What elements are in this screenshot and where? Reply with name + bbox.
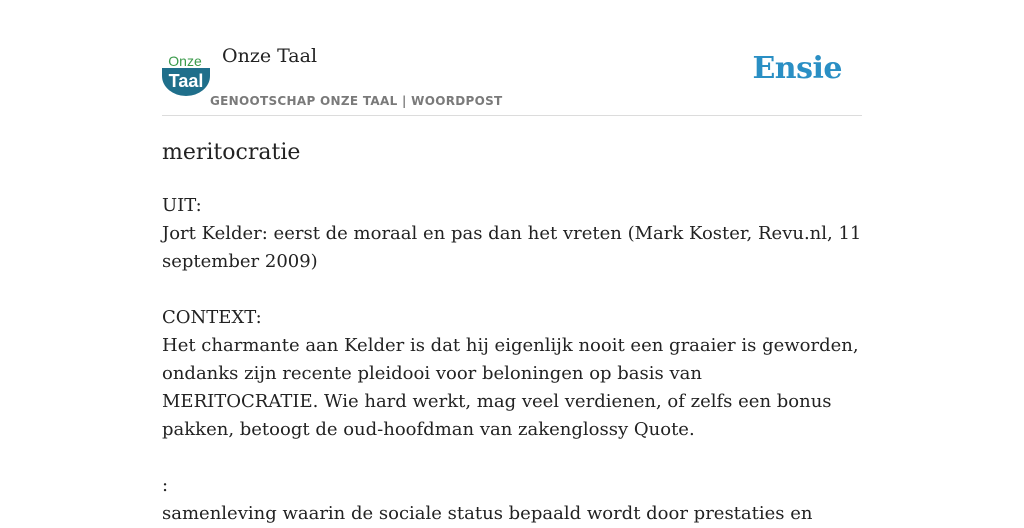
entry-title: meritocratie	[162, 140, 301, 165]
paragraph-gap	[162, 276, 862, 304]
onze-taal-logo[interactable]	[162, 50, 210, 96]
paragraph-gap	[162, 444, 862, 472]
logo-top-text: Onze	[168, 53, 202, 69]
entry-body	[162, 192, 862, 528]
definition-label: :	[162, 475, 169, 496]
definition-text: samenleving waarin de sociale status bepaald wordt door prestaties en	[162, 503, 813, 524]
context-label: CONTEXT:	[162, 307, 262, 328]
ensie-brand-logo[interactable]: Ensie	[752, 51, 842, 86]
org-name[interactable]: Onze Taal	[222, 45, 318, 67]
entry-card	[162, 0, 862, 524]
org-subtitle: GENOOTSCHAP ONZE TAAL | WOORDPOST	[210, 94, 503, 108]
context-text: Het charmante aan Kelder is dat hij eigenlijk nooit een graaier is geworden, ondanks zijn recente pleidooi voor beloningen op basis van MERITOCRATIE. Wie hard werkt, mag veel verdienen, of zelfs een bonus pakken, betoogt de oud-hoofdman van zakenglossy Quote.	[162, 335, 859, 440]
source-label: UIT:	[162, 195, 202, 216]
logo-bottom-text: Taal	[168, 71, 204, 91]
source-text: Jort Kelder: eerst de moraal en pas dan het vreten (Mark Koster, Revu.nl, 11 september 2009)	[162, 223, 862, 272]
header-divider	[162, 115, 862, 116]
